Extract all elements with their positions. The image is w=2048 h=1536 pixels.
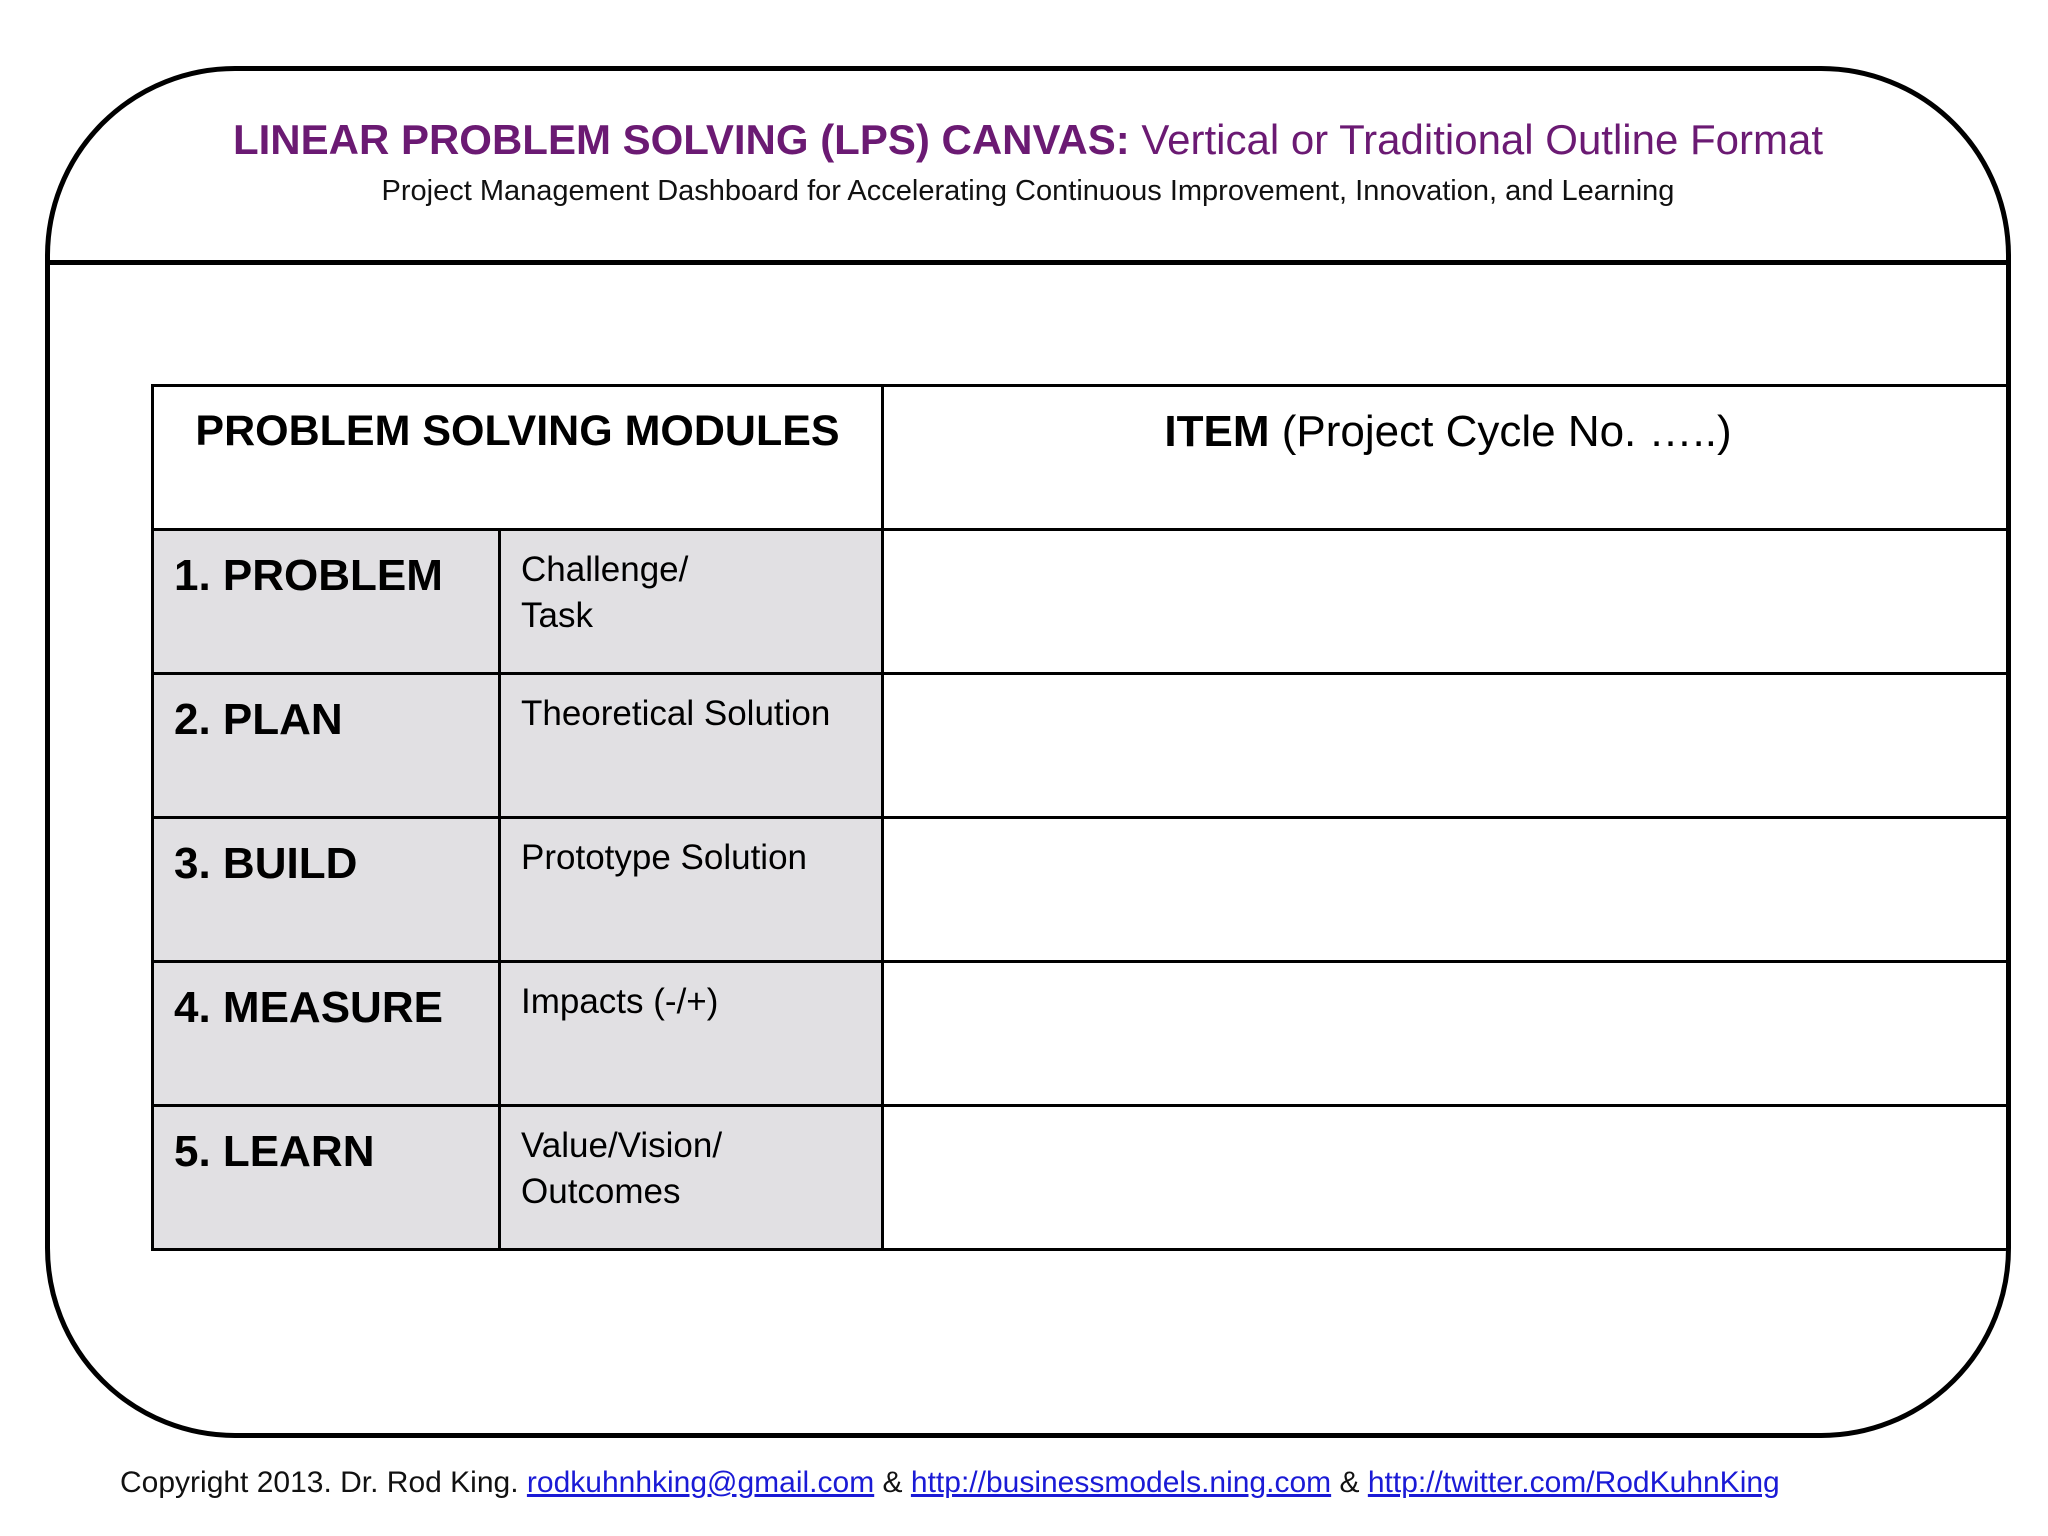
table-row <box>153 530 2012 674</box>
module-name: 4. MEASURE <box>153 962 500 1106</box>
table-row <box>153 674 2012 818</box>
module-item-cell[interactable] <box>883 962 2011 1106</box>
module-name: 1. PROBLEM <box>153 530 500 674</box>
footer-separator: & <box>1339 1466 1360 1499</box>
item-header-rest: (Project Cycle No. …..) <box>1281 407 1732 456</box>
ning-link[interactable]: http://businessmodels.ning.com <box>910 1466 1332 1499</box>
footer <box>120 1466 1780 1500</box>
page-subtitle: Project Management Dashboard for Accelerating Continuous Improvement, Innovation, and Learning <box>381 175 1675 207</box>
title-bold: LINEAR PROBLEM SOLVING (LPS) CANVAS: <box>232 116 1130 163</box>
title-rest: Vertical or Traditional Outline Format <box>1141 116 1824 163</box>
lps-table <box>151 384 2011 1251</box>
table-row <box>153 1106 2012 1250</box>
module-description: Challenge/ Task <box>500 530 883 674</box>
page-title <box>50 116 2006 164</box>
module-name: 3. BUILD <box>153 818 500 962</box>
module-description: Value/Vision/ Outcomes <box>500 1106 883 1250</box>
email-link[interactable]: rodkuhnhking@gmail.com <box>526 1466 875 1499</box>
module-item-cell[interactable] <box>883 1106 2011 1250</box>
table-row <box>153 818 2012 962</box>
module-item-cell[interactable] <box>883 530 2011 674</box>
module-name: 5. LEARN <box>153 1106 500 1250</box>
item-header-bold: ITEM <box>1164 407 1270 456</box>
column-header-item <box>883 386 2011 530</box>
table-header-row <box>153 386 2012 530</box>
canvas-card <box>45 66 2011 1438</box>
module-description: Theoretical Solution <box>500 674 883 818</box>
module-item-cell[interactable] <box>883 818 2011 962</box>
module-name: 2. PLAN <box>153 674 500 818</box>
canvas-header <box>50 71 2006 265</box>
module-description: Prototype Solution <box>500 818 883 962</box>
footer-separator: & <box>882 1466 903 1499</box>
module-item-cell[interactable] <box>883 674 2011 818</box>
module-description: Impacts (-/+) <box>500 962 883 1106</box>
copyright-text: Copyright 2013. Dr. Rod King. <box>120 1466 519 1499</box>
table-row <box>153 962 2012 1106</box>
twitter-link[interactable]: http://twitter.com/RodKuhnKing <box>1367 1466 1780 1499</box>
column-header-modules: PROBLEM SOLVING MODULES <box>153 386 883 530</box>
